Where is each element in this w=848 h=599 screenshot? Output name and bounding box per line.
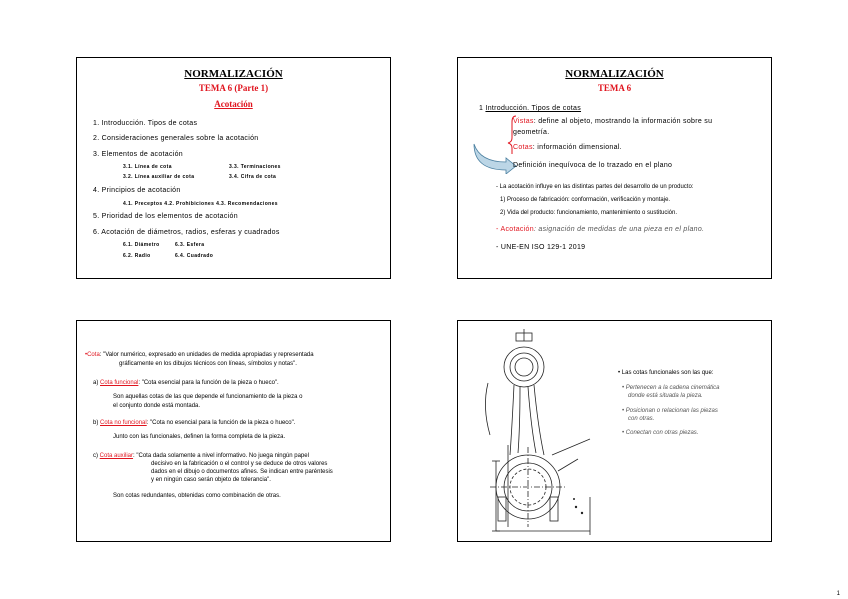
index-item-2: 2. Consideraciones generales sobre la acotación: [93, 135, 259, 142]
index-sub-6-4: 6.4. Cuadrado: [175, 253, 214, 259]
section-heading-num: 1: [479, 105, 486, 112]
funcionales-bullet-2a: • Posicionan o relacionan las piezas: [622, 408, 718, 414]
cota-label: •Cota: [85, 352, 100, 358]
cota-auxiliar-text: : "Cota dada solamente a nivel informativo. No juega ningún papel: [133, 453, 309, 459]
acotacion-label: - Acotación: [496, 226, 534, 233]
cota-no-funcional-text: : "Cota no esencial para la función de la pieza o hueco".: [146, 420, 296, 426]
index-sub-6-2: 6.2. Radio: [123, 253, 151, 259]
page-number: 1: [836, 591, 840, 597]
cota-auxiliar-desc: Son cotas redundantes, obtenidas como combinación de otras.: [113, 493, 281, 499]
slide-1-title: NORMALIZACIÓN: [184, 68, 283, 80]
index-sub-3-2: 3.2. Línea auxiliar de cota: [123, 174, 195, 180]
index-item-4: 4. Principios de acotación: [93, 187, 181, 194]
slide-2: [457, 57, 772, 279]
b-prefix: b): [93, 420, 101, 426]
bullet-acotacion-influye: - La acotación influye en las distintas partes del desarrollo de un producto:: [496, 184, 694, 190]
index-item-5: 5. Prioridad de los elementos de acotación: [93, 213, 238, 220]
acotacion-text: : asignación de medidas de una pieza en el plano.: [533, 226, 705, 233]
definicion-text: Definición inequívoca de lo trazado en el plano: [513, 162, 673, 169]
slide-2-subtitle: TEMA 6: [597, 83, 632, 93]
section-heading: [479, 105, 581, 112]
cota-funcional-line: [93, 380, 279, 386]
funcionales-bullet-1b: donde está situada la pieza.: [628, 393, 703, 399]
cota-definition: [85, 352, 314, 358]
slide-1: [76, 57, 391, 279]
funcionales-bullet-3: • Conectan con otras piezas.: [622, 430, 699, 436]
point-2: 2) Vida del producto: funcionamiento, mantenimiento o sustitución.: [500, 210, 677, 216]
slide-3: [76, 320, 391, 542]
cotas-text: : información dimensional.: [532, 144, 622, 151]
index-sub-6-1: 6.1. Diámetro: [123, 242, 160, 248]
cota-auxiliar-label: Cota auxiliar: [99, 453, 134, 459]
cota-auxiliar-text-4: y en ningún caso serán objeto de tolerancia".: [151, 477, 271, 483]
cota-no-funcional-line: [93, 420, 295, 426]
index-item-1: 1. Introducción. Tipos de cotas: [93, 120, 198, 127]
point-1: 1) Proceso de fabricación: conformación, verificación y montaje.: [500, 197, 671, 203]
cota-text-2: gráficamente en los dibujos técnicos con líneas, símbolos y notas".: [119, 361, 297, 367]
une-norma: - UNE-EN ISO 129-1 2019: [496, 244, 586, 251]
a-prefix: a): [93, 380, 101, 386]
cota-funcional-desc-2: el conjunto donde está montada.: [113, 403, 201, 409]
index-item-6: 6. Acotación de diámetros, radios, esferas y cuadrados: [93, 229, 280, 236]
vistas-line: [513, 118, 712, 125]
cotas-label: Cotas: [513, 144, 533, 151]
vistas-text-2: geometría.: [513, 129, 550, 136]
funcionales-intro: • Las cotas funcionales son las que:: [618, 370, 714, 376]
connecting-rod-drawing: [478, 327, 628, 539]
cota-no-funcional-desc: Junto con las funcionales, definen la forma completa de la pieza.: [113, 434, 286, 440]
index-sub-3-3: 3.3. Terminaciones: [229, 164, 281, 170]
funcionales-bullet-1a: • Pertenecen a la cadena cinemática: [622, 385, 720, 391]
c-prefix: c): [93, 453, 100, 459]
index-sub-6-3: 6.3. Esfera: [175, 242, 205, 248]
cota-no-funcional-label: Cota no funcional: [100, 420, 147, 426]
cotas-line: [513, 144, 622, 151]
vistas-label: Vistas: [513, 118, 534, 125]
cota-text: : "Valor numérico, expresado en unidades de medida apropiadas y representada: [99, 352, 314, 358]
index-sub-3-1: 3.1. Línea de cota: [123, 164, 172, 170]
vistas-text: : define al objeto, mostrando la información sobre su: [533, 118, 713, 125]
acotacion-line: [496, 226, 704, 233]
cota-funcional-label: Cota funcional: [100, 380, 139, 386]
index-sub-3-4: 3.4. Cifra de cota: [229, 174, 277, 180]
funcionales-bullet-2b: con otras.: [628, 416, 655, 422]
index-item-3: 3. Elementos de acotación: [93, 151, 183, 158]
index-sub-4: 4.1. Preceptos 4.2. Prohibiciones 4.3. Recomendaciones: [123, 201, 278, 207]
slide-1-subtitle-acotacion: Acotación: [214, 99, 253, 109]
cota-funcional-text: : "Cota esencial para la función de la pieza o hueco".: [138, 380, 279, 386]
slide-2-title: NORMALIZACIÓN: [565, 68, 664, 80]
cota-auxiliar-text-3: dados en el dibujo o documentos afines. Se indican entre paréntesis: [151, 469, 333, 475]
section-heading-text: Introducción. Tipos de cotas: [485, 105, 582, 112]
cota-auxiliar-line: [93, 453, 309, 459]
cota-funcional-desc-1: Son aquellas cotas de las que depende el funcionamiento de la pieza o: [113, 394, 303, 400]
slide-1-subtitle: TEMA 6 (Parte 1): [198, 83, 269, 93]
cota-auxiliar-text-2: decisivo en la fabricación o el control y se deduce de otros valores: [151, 461, 328, 467]
slide-4: [457, 320, 772, 542]
